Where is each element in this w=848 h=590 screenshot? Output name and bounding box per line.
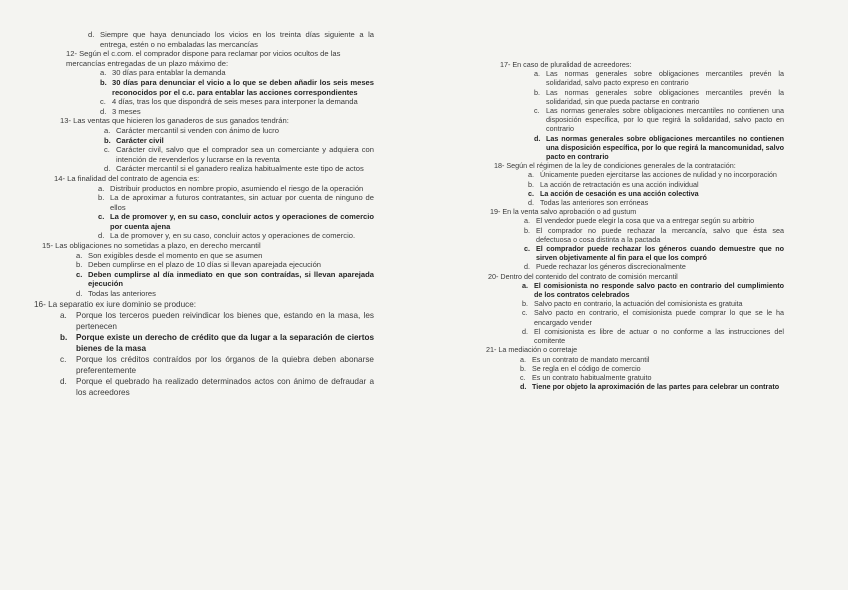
option-b <box>76 260 374 270</box>
option-letter: d. <box>88 30 95 39</box>
option-letter: d. <box>98 231 105 241</box>
option-letter: c. <box>534 106 540 116</box>
option-letter: b. <box>524 225 530 235</box>
question-block-12 <box>34 49 374 116</box>
right-column <box>484 60 784 391</box>
option-letter: d. <box>520 382 527 392</box>
question-21 <box>486 345 784 354</box>
option-text: La de promover y, en su caso, concluir actos y operaciones de comercio. <box>110 231 356 241</box>
option-text: Todas las anteriores <box>88 289 156 299</box>
question-number: 21- <box>486 345 497 355</box>
option-d <box>60 376 374 398</box>
option-b <box>100 78 374 97</box>
option-a <box>60 310 374 332</box>
question-number: 19- <box>490 207 501 217</box>
option-a <box>522 281 784 299</box>
question-block-17 <box>484 60 784 161</box>
question-14 <box>54 174 374 184</box>
question-number: 20- <box>488 271 499 281</box>
option-text: Carácter mercantil si venden con ánimo de lucro <box>116 125 279 135</box>
question-block-20 <box>484 272 784 346</box>
option-letter: c. <box>76 269 83 279</box>
option-a <box>528 170 784 179</box>
option-b <box>104 136 374 146</box>
option-letter: c. <box>100 97 106 107</box>
option-letter: a. <box>76 250 83 260</box>
question-15 <box>42 241 374 251</box>
question-text: Las ventas que hicieren los ganaderos de sus ganados tendrán: <box>73 116 289 126</box>
option-d <box>88 30 374 49</box>
question-number: 16- <box>34 299 46 309</box>
option-letter: d. <box>104 164 111 174</box>
option-a <box>98 184 374 194</box>
question-block-18 <box>484 161 784 207</box>
option-b <box>520 364 784 373</box>
option-text: 3 meses <box>112 106 141 116</box>
option-text: El comisionista no responde salvo pacto en contrario del cumplimiento de los contratos celebrados <box>534 280 784 300</box>
option-letter: c. <box>104 145 110 155</box>
option-letter: a. <box>528 170 534 180</box>
option-text: El comisionista es libre de actuar o no conforme a las instrucciones del comitente <box>534 326 784 346</box>
option-letter: b. <box>104 135 111 145</box>
option-text: Siempre que haya denunciado los vicios en los treinta días siguiente a la entrega, estén o no embaladas las mercancías <box>100 30 374 49</box>
question-text: La finalidad del contrato de agencia es: <box>67 173 200 183</box>
option-letter: a. <box>520 354 526 364</box>
option-text: La de promover y, en su caso, concluir actos y operaciones de comercio por cuenta ajena <box>110 212 374 231</box>
option-text: Se regla en el código de comercio <box>532 363 641 373</box>
option-d <box>104 164 374 174</box>
option-text: Distribuir productos en nombre propio, asumiendo el riesgo de la operación <box>110 183 364 193</box>
option-text: Porque el quebrado ha realizado determinados actos con ánimo de defraudar a los acreedores <box>76 376 374 397</box>
option-letter: b. <box>522 299 528 309</box>
option-d <box>98 231 374 241</box>
option-text: El comprador puede rechazar los géneros cuando demuestre que no sirven objetivamente al fin para el que los compró <box>536 244 784 263</box>
option-text: Las normas generales sobre obligaciones mercantiles no contienen una disposición específica, por lo que regirá la solidaridad, salvo pacto en contrario <box>546 106 784 134</box>
option-letter: b. <box>76 260 83 270</box>
option-text: Deben cumplirse al día inmediato en que son contraídas, si llevan aparejada ejecución <box>88 269 374 289</box>
option-c <box>100 97 374 107</box>
option-c <box>520 373 784 382</box>
question-19 <box>490 207 784 216</box>
option-a <box>104 126 374 136</box>
option-letter: a. <box>100 68 107 78</box>
option-letter: b. <box>100 77 107 87</box>
option-text: La acción de retractación es una acción individual <box>540 179 699 189</box>
option-c <box>522 308 784 326</box>
option-letter: b. <box>60 332 68 342</box>
question-text: Dentro del contenido del contrato de comisión mercantil <box>500 271 678 281</box>
option-text: Deben cumplirse en el plazo de 10 días si llevan aparejada ejecución <box>88 260 322 270</box>
option-letter: a. <box>524 216 530 226</box>
question-block-19 <box>484 207 784 271</box>
option-letter: b. <box>528 179 534 189</box>
option-text: La de aproximar a futuros contratantes, sin actuar por cuenta de ninguno de ellos <box>110 193 374 212</box>
option-d <box>524 262 784 271</box>
option-a <box>534 69 784 87</box>
option-a <box>524 216 784 225</box>
option-c <box>76 270 374 289</box>
option-text: Salvo pacto en contrario, el comisionista puede comprar lo que se le ha encargado vender <box>534 308 784 327</box>
option-text: Porque los terceros pueden reivindicar los bienes que, estando en la masa, les pertenecen <box>76 310 374 331</box>
option-letter: a. <box>104 125 111 135</box>
option-letter: b. <box>520 363 526 373</box>
option-text: 30 días para denunciar el vicio a lo que se deben añadir los seis meses reconocidos por el c.c. para entablar las acciones correspondientes <box>112 77 374 97</box>
option-letter: d. <box>524 262 530 272</box>
option-d <box>534 134 784 162</box>
option-text: Salvo pacto en contrario, la actuación del comisionista es gratuita <box>534 299 743 309</box>
option-d <box>100 107 374 117</box>
option-letter: a. <box>534 69 540 79</box>
option-text: Carácter civil, salvo que el comprador sea un comerciante y adquiera con intención de revenderlos y lucrarse en la reventa <box>116 145 374 164</box>
option-b <box>524 226 784 244</box>
option-letter: d. <box>528 198 534 208</box>
option-text: 4 días, tras los que dispondrá de seis meses para interponer la demanda <box>112 97 358 107</box>
option-letter: c. <box>60 354 67 364</box>
question-number: 17- <box>500 60 511 69</box>
option-c <box>534 106 784 134</box>
question-block-15 <box>34 241 374 299</box>
question-12 <box>66 49 374 68</box>
option-letter: a. <box>98 183 105 193</box>
question-number: 14- <box>54 173 65 183</box>
option-letter: a. <box>522 280 528 290</box>
option-text: Únicamente pueden ejercitarse las acciones de nulidad y no incorporación <box>540 170 777 180</box>
option-b <box>60 332 374 354</box>
option-letter: c. <box>98 212 105 222</box>
option-a <box>100 68 374 78</box>
option-text: Las normas generales sobre obligaciones mercantiles prevén la solidaridad, sin que pueda pactarse en contrario <box>546 87 784 106</box>
question-18 <box>494 161 784 170</box>
question-text: Según el c.com. el comprador dispone para reclamar por vicios ocultos de las mercancías entregadas de un plazo máximo de: <box>66 49 341 68</box>
question-number: 15- <box>42 241 53 251</box>
option-text: Porque los créditos contraídos por los órganos de la quiebra deben abonarse preferentemente <box>76 354 374 375</box>
option-letter: d. <box>76 289 83 299</box>
option-letter: b. <box>534 87 540 97</box>
question-16 <box>34 299 374 310</box>
question-number: 18- <box>494 161 505 171</box>
option-letter: c. <box>522 308 528 318</box>
option-text: Tiene por objeto la aproximación de las partes para celebrar un contrato <box>532 382 780 392</box>
option-text: El comprador no puede rechazar la mercancía, salvo que ésta sea defectuosa o cosa distinta a la pactada <box>536 225 784 244</box>
option-c <box>104 145 374 164</box>
option-text: Porque existe un derecho de crédito que da lugar a la separación de ciertos bienes de la masa <box>76 332 374 353</box>
option-a <box>76 251 374 261</box>
option-b <box>534 88 784 106</box>
option-text: Todas las anteriores son erróneas <box>540 198 649 208</box>
option-c <box>528 189 784 198</box>
option-b <box>98 193 374 212</box>
question-13 <box>60 116 374 126</box>
option-c <box>98 212 374 231</box>
option-b <box>528 180 784 189</box>
option-d <box>76 289 374 299</box>
option-text: Carácter mercantil si el ganadero realiza habitualmente este tipo de actos <box>116 164 364 174</box>
option-text: Las normas generales sobre obligaciones mercantiles prevén la solidaridad, salvo pacto expreso en contrario <box>546 69 784 88</box>
option-letter: c. <box>528 188 534 198</box>
question-block-13 <box>34 116 374 174</box>
question-number: 12- <box>66 49 77 59</box>
option-c <box>524 244 784 262</box>
option-letter: d. <box>60 376 67 386</box>
option-text: Carácter civil <box>116 135 164 145</box>
option-text: Es un contrato de mandato mercantil <box>532 354 650 364</box>
question-text: La mediación o corretaje <box>498 345 578 355</box>
option-letter: d. <box>522 326 528 336</box>
option-d <box>522 327 784 345</box>
option-text: Puede rechazar los géneros discrecionalmente <box>536 262 686 272</box>
option-d <box>520 382 784 391</box>
question-block-16 <box>34 299 374 398</box>
option-b <box>522 299 784 308</box>
option-letter: c. <box>524 244 530 254</box>
question-block-11-continuation <box>34 30 374 49</box>
question-number: 13- <box>60 116 71 126</box>
question-text: Las obligaciones no sometidas a plazo, en derecho mercantil <box>55 241 261 251</box>
option-letter: a. <box>60 310 67 320</box>
option-a <box>520 355 784 364</box>
option-text: Es un contrato habitualmente gratuito <box>532 372 652 382</box>
option-text: El vendedor puede elegir la cosa que va a entregar según su arbitrio <box>536 216 755 226</box>
option-text: Son exigibles desde el momento en que se asumen <box>88 250 263 260</box>
option-text: Las normas generales sobre obligaciones mercantiles no contienen una disposición específica, por lo que regirá la mancomunidad, salvo pacto en contrario <box>546 133 784 162</box>
option-text: 30 días para entablar la demanda <box>112 68 226 78</box>
option-letter: d. <box>534 133 541 143</box>
question-block-21 <box>484 345 784 391</box>
question-text: Según el régimen de la ley de condiciones generales de la contratación: <box>506 161 736 171</box>
option-letter: d. <box>100 106 107 116</box>
question-block-14 <box>34 174 374 241</box>
question-20 <box>488 272 784 281</box>
option-text: La acción de cesación es una acción colectiva <box>540 188 699 198</box>
question-17 <box>500 60 784 69</box>
left-column <box>34 30 374 398</box>
option-letter: c. <box>520 372 526 382</box>
option-c <box>60 354 374 376</box>
question-text: En la venta salvo aprobación o ad gustum <box>502 207 637 217</box>
question-text: En caso de pluralidad de acreedores: <box>512 60 632 69</box>
option-letter: b. <box>98 193 105 203</box>
question-text: La separatio ex iure dominio se produce: <box>48 299 197 309</box>
option-d <box>528 198 784 207</box>
